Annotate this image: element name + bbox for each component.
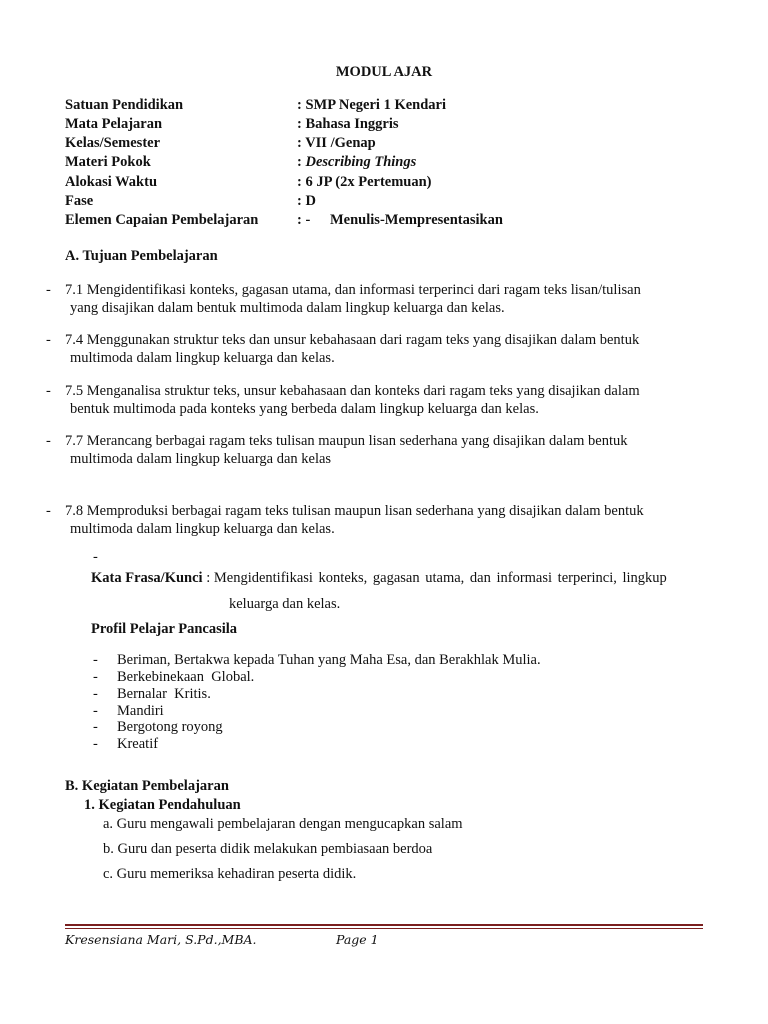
profil-item-text: Bergotong royong (117, 719, 223, 735)
identity-label: Satuan Pendidikan (65, 97, 184, 113)
identity-label: Alokasi Waktu (65, 174, 158, 190)
list-dash: - (46, 503, 51, 519)
section-b-subheading: 1. Kegiatan Pendahuluan (84, 797, 241, 813)
list-dash: - (93, 736, 98, 752)
footer-author: Kresensiana Mari, S.Pd.,MBA. (65, 932, 257, 947)
objective-line2: multimoda dalam lingkup keluarga dan kelas. (70, 350, 335, 366)
kata-frasa-label: Kata Frasa/Kunci (91, 570, 203, 586)
identity-value: : SMP Negeri 1 Kendari (297, 97, 447, 113)
profil-item-text: Berkebinekaan Global. (117, 669, 255, 685)
identity-value-prefix: : (297, 154, 306, 170)
activity-step: a. Guru mengawali pembelajaran dengan mengucapkan salam (103, 816, 463, 832)
objective-line2: bentuk multimoda pada konteks yang berbeda dalam lingkup keluarga dan kelas. (70, 401, 539, 417)
profil-item-text: Beriman, Bertakwa kepada Tuhan yang Maha Esa, dan Berakhlak Mulia. (117, 652, 541, 668)
profil-item-text: Bernalar Kritis. (117, 686, 211, 702)
stray-dash: - (93, 549, 98, 565)
objective-line2: multimoda dalam lingkup keluarga dan kelas. (70, 521, 335, 537)
identity-label: Kelas/Semester (65, 135, 161, 151)
identity-value: : VII /Genap (297, 135, 376, 151)
identity-value-suffix: Menulis-Mempresentasikan (330, 212, 503, 228)
list-dash: - (93, 703, 98, 719)
identity-row-satuan (65, 97, 725, 116)
identity-row-elemen (65, 212, 725, 231)
list-dash: - (93, 686, 98, 702)
footer-rule (65, 924, 703, 926)
section-a-heading: A. Tujuan Pembelajaran (65, 248, 218, 264)
identity-row-mapel (65, 116, 725, 135)
list-dash: - (93, 669, 98, 685)
identity-value: : D (297, 193, 316, 209)
identity-value: : Bahasa Inggris (297, 116, 399, 132)
profil-item-text: Kreatif (117, 736, 159, 752)
activity-step: c. Guru memeriksa kehadiran peserta didik. (103, 866, 357, 882)
profil-heading: Profil Pelajar Pancasila (91, 621, 238, 637)
identity-value: : 6 JP (2x Pertemuan) (297, 174, 432, 190)
identity-row-alokasi (65, 174, 725, 193)
kata-frasa-line2: keluarga dan kelas. (229, 596, 341, 612)
footer-page-number: Page 1 (336, 932, 379, 947)
identity-row-kelas (65, 135, 725, 154)
identity-value-prefix: : - (297, 212, 311, 228)
list-dash: - (46, 433, 51, 449)
identity-label: Fase (65, 193, 94, 209)
section-b-heading: B. Kegiatan Pembelajaran (65, 778, 229, 794)
identity-row-materi (65, 154, 725, 173)
objective-line2: multimoda dalam lingkup keluarga dan kelas (70, 451, 332, 467)
identity-value-italic: Describing Things (305, 154, 417, 170)
identity-label: Materi Pokok (65, 154, 151, 170)
identity-label: Mata Pelajaran (65, 116, 163, 132)
kata-frasa-sep: : (202, 570, 214, 586)
identity-value (297, 154, 416, 171)
list-dash: - (46, 282, 51, 298)
objective-line1: 7.7 Merancang berbagai ragam teks tulisan maupun lisan sederhana yang disajikan dalam bentuk (65, 433, 628, 449)
identity-row-fase (65, 193, 725, 212)
objective-line2: yang disajikan dalam bentuk multimoda dalam lingkup keluarga dan kelas. (70, 300, 505, 316)
kata-frasa-line (91, 570, 667, 587)
list-dash: - (93, 652, 98, 668)
profil-item-text: Mandiri (117, 703, 164, 719)
objective-line1: 7.1 Mengidentifikasi konteks, gagasan utama, dan informasi terperinci dari ragam teks lisan/tulisan (65, 282, 641, 298)
kata-frasa-text: Mengidentifikasi konteks, gagasan utama, dan informasi terperinci, lingkup (213, 570, 667, 586)
objective-line1: 7.4 Menggunakan struktur teks dan unsur kebahasaan dari ragam teks yang disajikan dalam bentuk (65, 332, 640, 348)
document-title: MODUL AJAR (335, 64, 433, 80)
footer-rule-thin (65, 928, 703, 929)
identity-label: Elemen Capaian Pembelajaran (65, 212, 259, 228)
list-dash: - (46, 383, 51, 399)
objective-line1: 7.5 Menganalisa struktur teks, unsur kebahasaan dan konteks dari ragam teks yang disajikan dalam (65, 383, 640, 399)
activity-step: b. Guru dan peserta didik melakukan pembiasaan berdoa (103, 841, 433, 857)
list-dash: - (46, 332, 51, 348)
objective-line1: 7.8 Memproduksi berbagai ragam teks tulisan maupun lisan sederhana yang disajikan dalam bentuk (65, 503, 644, 519)
list-dash: - (93, 719, 98, 735)
